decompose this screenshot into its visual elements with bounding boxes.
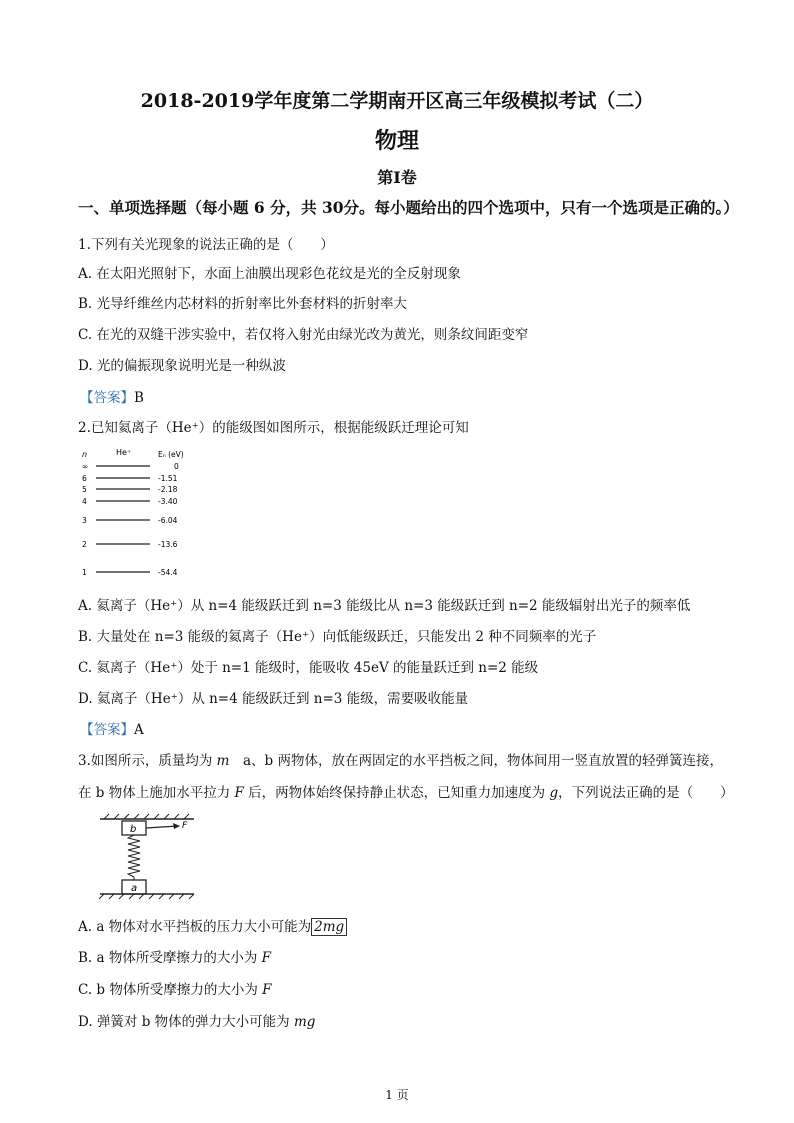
energy-levels bbox=[82, 462, 179, 577]
energy-level-n: 3 bbox=[82, 516, 87, 525]
energy-level-n: 2 bbox=[82, 540, 87, 549]
q1-answer bbox=[80, 386, 144, 406]
q1-stem: 1.下列有关光现象的说法正确的是（ ） bbox=[78, 237, 334, 253]
energy-level-value: -6.04 bbox=[158, 516, 178, 525]
energy-level-diagram bbox=[78, 444, 218, 586]
spring bbox=[128, 835, 140, 877]
q3-option-c-text: C. b 物体所受摩擦力的大小为 bbox=[78, 982, 263, 998]
section-heading: 一、单项选择题（每小题 6 分，共 30分。每小题给出的四个选项中，只有一个选项是正确的。） bbox=[78, 198, 739, 217]
q1-option-d: D. 光的偏振现象说明光是一种纵波 bbox=[78, 358, 286, 374]
q1-option-c: C. 在光的双缝干涉实验中，若仅将入射光由绿光改为黄光，则条纹间距变窄 bbox=[78, 327, 529, 343]
block-b-label: b bbox=[130, 824, 137, 835]
q1-option-b: B. 光导纤维丝内芯材料的折射率比外套材料的折射率大 bbox=[78, 296, 408, 312]
diagram-species-label: He⁺ bbox=[116, 448, 132, 457]
exam-title: 2018-2019学年度第二学期南开区高三年级模拟考试（二） bbox=[140, 90, 654, 112]
q2-answer bbox=[80, 718, 144, 738]
q3-stem-line2 bbox=[78, 781, 734, 801]
force-arrow bbox=[146, 826, 178, 828]
q3-option-a-formula: 2mg bbox=[311, 918, 347, 936]
energy-level-n: 4 bbox=[82, 497, 87, 506]
q3-stem2-text: 在 b 物体上施加水平拉力 bbox=[78, 785, 235, 801]
q3-option-a bbox=[78, 915, 347, 935]
energy-level-value: 0 bbox=[174, 462, 179, 471]
q3-stem1-text: 3.如图所示，质量均为 bbox=[78, 753, 217, 769]
q3-stem2-mid: 后，两物体始终保持静止状态，已知重力加速度为 bbox=[243, 785, 550, 801]
diagram-n-label: n bbox=[82, 450, 88, 459]
energy-level-n: ∞ bbox=[82, 462, 89, 471]
q3-stem1-rest: a、b 两物体，放在两固定的水平挡板之间，物体间用一竖直放置的轻弹簧连接， bbox=[229, 753, 723, 769]
q2-stem: 2.已知氦离子（He⁺）的能级图如图所示，根据能级跃迁理论可知 bbox=[78, 420, 469, 436]
q3-stem-line1 bbox=[78, 749, 723, 769]
q2-option-b: B. 大量处在 n=3 能级的氦离子（He⁺）向低能级跃迁，只能发出 2 种不同频率的光子 bbox=[78, 629, 597, 645]
q3-stem2-rest: ，下列说法正确的是（ ） bbox=[558, 785, 734, 801]
q3-stem2-g: g bbox=[549, 785, 559, 801]
subject-title: 物理 bbox=[374, 128, 419, 154]
energy-level-value: -1.51 bbox=[158, 474, 178, 483]
energy-level-value: -54.4 bbox=[158, 568, 178, 577]
energy-level-n: 1 bbox=[82, 568, 87, 577]
diagram-energy-header: Eₙ (eV) bbox=[158, 450, 184, 459]
q3-option-b bbox=[78, 946, 271, 966]
q1-answer-tag: 【答案】 bbox=[80, 390, 134, 406]
q2-option-a: A. 氦离子（He⁺）从 n=4 能级跃迁到 n=3 能级比从 n=3 能级跃迁到 n=2 能级辐射出光子的频率低 bbox=[78, 598, 691, 614]
q1-option-a: A. 在太阳光照射下，水面上油膜出现彩色花纹是光的全反射现象 bbox=[78, 266, 461, 282]
q3-stem2-F: F bbox=[234, 785, 244, 801]
q3-option-c-var: F bbox=[262, 982, 272, 998]
energy-level-value: -2.18 bbox=[158, 485, 178, 494]
q3-option-b-text: B. a 物体所受摩擦力的大小为 bbox=[78, 950, 262, 966]
energy-level-value: -3.40 bbox=[158, 497, 178, 506]
q3-stem1-m: m bbox=[216, 753, 230, 769]
force-label: F bbox=[182, 821, 188, 831]
q3-option-c bbox=[78, 978, 272, 998]
q3-option-b-var: F bbox=[261, 950, 272, 966]
spring-blocks-figure bbox=[96, 813, 206, 903]
energy-level-n: 6 bbox=[82, 474, 87, 483]
q3-option-d bbox=[78, 1010, 315, 1030]
energy-level-n: 5 bbox=[82, 485, 87, 494]
q3-option-d-var: mg bbox=[293, 1014, 316, 1030]
q2-option-c: C. 氦离子（He⁺）处于 n=1 能级时，能吸收 45eV 的能量跃迁到 n=2 能级 bbox=[78, 660, 539, 676]
q2-option-d: D. 氦离子（He⁺）从 n=4 能级跃迁到 n=3 能级，需要吸收能量 bbox=[78, 691, 469, 707]
q2-answer-value: A bbox=[134, 722, 144, 738]
volume-title: 第Ⅰ卷 bbox=[377, 168, 417, 187]
q2-answer-tag: 【答案】 bbox=[80, 722, 134, 738]
block-a-label: a bbox=[131, 883, 138, 894]
q3-option-a-text: A. a 物体对水平挡板的压力大小可能为 bbox=[78, 919, 312, 935]
energy-level-value: -13.6 bbox=[158, 540, 178, 549]
q3-option-d-text: D. 弹簧对 b 物体的弹力大小可能为 bbox=[78, 1014, 294, 1030]
page-number: 1 页 bbox=[385, 1088, 409, 1102]
q1-answer-value: B bbox=[134, 390, 144, 406]
